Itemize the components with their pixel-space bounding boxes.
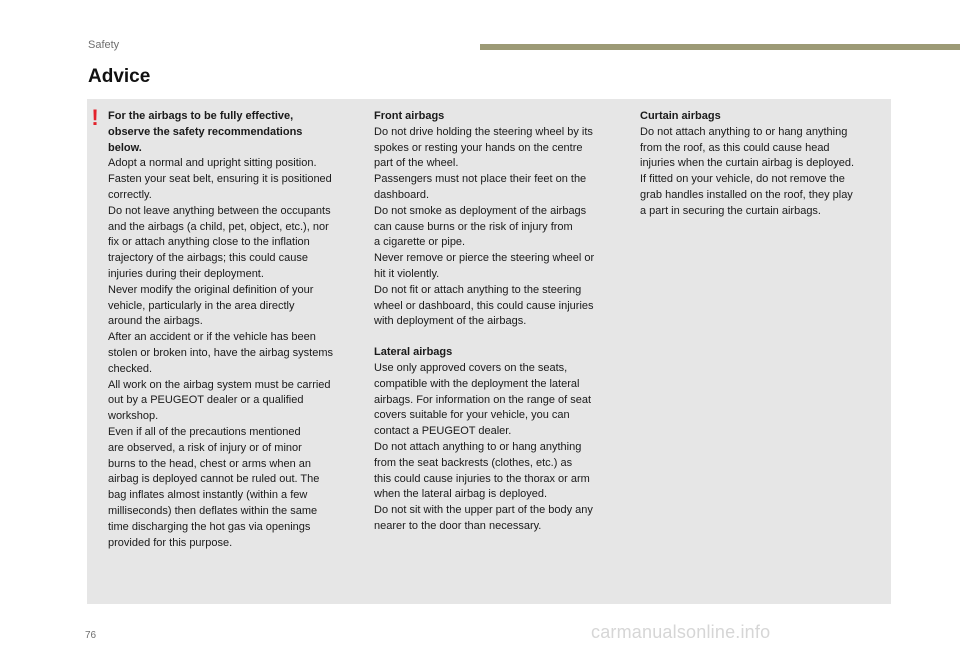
body-line: airbag is deployed cannot be ruled out. The [108, 473, 320, 486]
front-airbags-heading: Front airbags [374, 110, 445, 122]
lateral-line: compatible with the deployment the lateral [374, 377, 580, 390]
page-number: 76 [85, 630, 97, 641]
front-lateral-column [374, 109, 622, 535]
body-line: time discharging the hot gas via openings [108, 520, 311, 533]
body-line: fix or attach anything close to the inflation [108, 236, 310, 249]
front-line: hit it violently. [374, 267, 440, 280]
body-line: around the airbags. [108, 315, 203, 328]
curtain-line: Do not attach anything to or hang anything [640, 125, 848, 138]
lateral-airbags-heading: Lateral airbags [374, 346, 453, 359]
section-divider-bar [480, 44, 960, 50]
lateral-line: nearer to the door than necessary. [374, 519, 542, 532]
lateral-line: Use only approved covers on the seats, [374, 361, 568, 374]
front-line: Never remove or pierce the steering wheel or [374, 252, 595, 265]
body-line: Never modify the original definition of your [108, 283, 314, 296]
lateral-line: this could cause injuries to the thorax or arm [374, 472, 590, 485]
body-line: are observed, a risk of injury or of minor [108, 441, 302, 454]
body-line: milliseconds) then deflates within the same [108, 504, 318, 517]
lateral-line: Do not sit with the upper part of the body any [374, 504, 593, 517]
body-line: Do not leave anything between the occupants [108, 204, 331, 217]
lateral-line: when the lateral airbag is deployed. [374, 488, 548, 501]
body-line: injuries during their deployment. [108, 267, 264, 280]
body-line: Adopt a normal and upright sitting position. [108, 157, 317, 170]
curtain-line: If fitted on your vehicle, do not remove the [640, 173, 845, 186]
curtain-line: grab handles installed on the roof, they play [640, 188, 853, 201]
page-title: Advice [88, 66, 151, 87]
body-line: burns to the head, chest or arms when an [108, 457, 312, 470]
body-line: Even if all of the precautions mentioned [108, 425, 301, 438]
body-line: Fasten your seat belt, ensuring it is positioned [108, 173, 332, 186]
intro-line: For the airbags to be fully effective, [108, 110, 294, 122]
intro-line: below. [108, 141, 142, 154]
curtain-line: a part in securing the curtain airbags. [640, 204, 821, 217]
curtain-airbags-heading: Curtain airbags [640, 110, 721, 122]
lateral-line: Do not attach anything to or hang anything [374, 440, 582, 453]
body-line: vehicle, particularly in the area directly [108, 299, 295, 312]
watermark: carmanualsonline.info [591, 622, 771, 642]
lateral-line: airbags. For information on the range of seat [374, 393, 592, 406]
lateral-line: covers suitable for your vehicle, you can [374, 409, 570, 422]
body-line: provided for this purpose. [108, 536, 233, 549]
front-line: part of the wheel. [374, 157, 459, 170]
front-line: dashboard. [374, 188, 430, 201]
curtain-line: injuries when the curtain airbag is deployed. [640, 157, 855, 170]
body-line: stolen or broken into, have the airbag systems [108, 346, 334, 359]
body-line: correctly. [108, 188, 152, 201]
front-line: a cigarette or pipe. [374, 236, 466, 249]
body-line: and the airbags (a child, pet, object, etc.), nor [108, 220, 329, 233]
body-line: All work on the airbag system must be carried [108, 378, 331, 391]
body-line: bag inflates almost instantly (within a few [108, 489, 308, 502]
front-line: can cause burns or the risk of injury from [374, 220, 573, 233]
body-line: trajectory of the airbags; this could cause [108, 252, 308, 265]
curtain-airbags-text [640, 125, 880, 220]
body-line: After an accident or if the vehicle has been [108, 331, 316, 344]
front-line: Do not fit or attach anything to the steering [374, 283, 582, 296]
front-line: Do not smoke as deployment of the airbags [374, 204, 587, 217]
front-airbags-text [374, 125, 622, 330]
curtain-column [640, 109, 880, 220]
lateral-line: contact a PEUGEOT dealer. [374, 425, 512, 438]
general-advice-column [108, 109, 358, 551]
section-label: Safety [88, 39, 120, 51]
body-line: out by a PEUGEOT dealer or a qualified [108, 394, 304, 407]
lateral-line: from the seat backrests (clothes, etc.) as [374, 456, 573, 469]
lateral-airbags-text [374, 361, 622, 535]
body-line: checked. [108, 362, 153, 375]
front-line: Do not drive holding the steering wheel by its [374, 125, 593, 138]
general-advice-body [108, 156, 358, 551]
warning-exclamation-icon: ! [91, 105, 99, 130]
front-line: with deployment of the airbags. [374, 315, 527, 328]
curtain-line: from the roof, as this could cause head [640, 141, 830, 154]
body-line: workshop. [108, 410, 159, 423]
paragraph-gap [374, 330, 622, 345]
intro-line: observe the safety recommendations [108, 125, 303, 138]
front-line: wheel or dashboard, this could cause injuries [374, 299, 594, 312]
general-advice-intro [108, 109, 358, 156]
front-line: Passengers must not place their feet on the [374, 173, 587, 186]
front-line: spokes or resting your hands on the centre [374, 141, 583, 154]
